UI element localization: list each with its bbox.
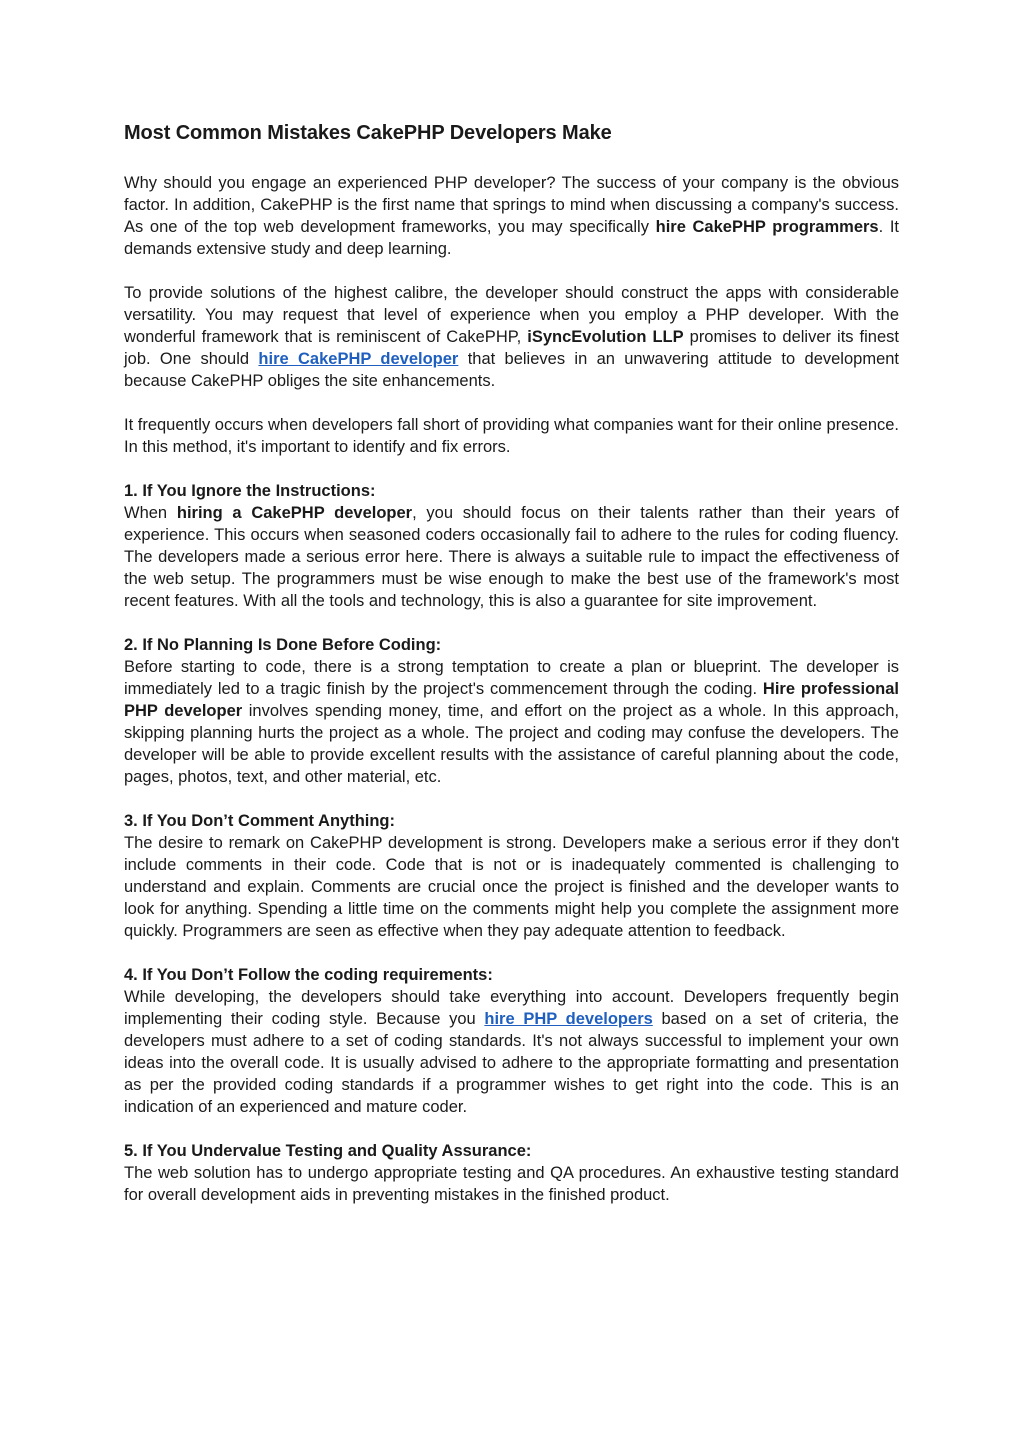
text: Before starting to code, there is a strong temptation to create a plan or blueprint. The developer is immediately led to a tragic finish by the project's commencement through the coding. [124, 658, 899, 698]
intro-paragraph-2 [124, 282, 899, 392]
text: promises to deliver its finest job. One should [124, 328, 899, 368]
bold-phrase: Hire professional PHP developer [124, 680, 899, 720]
intro-paragraph-1 [124, 172, 899, 260]
hire-cakephp-developer-link[interactable]: hire CakePHP developer [258, 350, 459, 368]
section-1 [124, 480, 899, 612]
bold-phrase: hiring a CakePHP developer [176, 504, 413, 522]
document-title: Most Common Mistakes CakePHP Developers Make [124, 122, 612, 144]
section-heading: 2. If No Planning Is Done Before Coding: [124, 636, 442, 654]
text: that believes in an unwavering attitude to development because CakePHP obliges the site enhancements. [124, 350, 899, 390]
text: . It demands extensive study and deep learning. [124, 218, 900, 258]
text: When [124, 504, 177, 522]
section-3 [124, 810, 899, 942]
intro-paragraph-3: It frequently occurs when developers fall short of providing what companies want for their online presence. In this method, it's important to identify and fix errors. [124, 416, 900, 456]
section-4 [124, 964, 899, 1118]
text: based on a set of criteria, the developers must adhere to a set of coding standards. It's not always successful to implement your own ideas into the overall code. It is usually advised to adhere to the appropriate formatting and presentation as per the provided coding standards if a programmer wishes to get right into the code. This is an indication of an experienced and mature coder. [124, 1010, 899, 1116]
text: Why should you engage an experienced PHP developer? The success of your company is the obvious factor. In addition, CakePHP is the first name that springs to mind when discussing a company's success. As one of the top web development frameworks, you may specifically [124, 174, 899, 236]
text: To provide solutions of the highest calibre, the developer should construct the apps with considerable versatility. You may request that level of experience when you employ a PHP developer. With the wonderful framework that is reminiscent of CakePHP, [124, 284, 899, 346]
text: The web solution has to undergo appropriate testing and QA procedures. An exhaustive testing standard for overall development aids in preventing mistakes in the finished product. [124, 1164, 899, 1204]
text: While developing, the developers should take everything into account. Developers frequently begin implementing their coding style. Because you [124, 988, 899, 1028]
section-heading: 4. If You Don’t Follow the coding requirements: [124, 966, 493, 984]
section-heading: 3. If You Don’t Comment Anything: [124, 812, 396, 830]
document-page [124, 120, 899, 1228]
section-2 [124, 634, 899, 788]
hire-php-developers-link[interactable]: hire PHP developers [484, 1010, 653, 1028]
text: , you should focus on their talents rather than their years of experience. This occurs when seasoned coders occasionally fail to adhere to the rules for coding fluency. The developers made a serious error here. There is always a suitable rule to impact the effectiveness of the web setup. The programmers must be wise enough to make the best use of the framework's most recent features. With all the tools and technology, this is also a guarantee for site improvement. [124, 504, 899, 610]
text: involves spending money, time, and effort on the project as a whole. In this approach, skipping planning hurts the project as a whole. The project and coding may confuse the developers. The developer will be able to provide excellent results with the assistance of careful planning about the code, pages, photos, text, and other material, etc. [124, 702, 899, 786]
section-5 [124, 1140, 899, 1206]
section-heading: 1. If You Ignore the Instructions: [124, 482, 376, 500]
company-name: iSyncEvolution LLP [527, 328, 684, 346]
text: The desire to remark on CakePHP development is strong. Developers make a serious error if they don't include comments in their code. Code that is not or is inadequately commented is challenging to understand and explain. Comments are crucial once the project is finished and the developer wants to look for anything. Spending a little time on the comments might help you complete the assignment more quickly. Programmers are seen as effective when they pay adequate attention to feedback. [124, 834, 899, 940]
section-heading: 5. If You Undervalue Testing and Quality Assurance: [124, 1142, 532, 1160]
bold-phrase: hire CakePHP programmers [655, 218, 879, 236]
